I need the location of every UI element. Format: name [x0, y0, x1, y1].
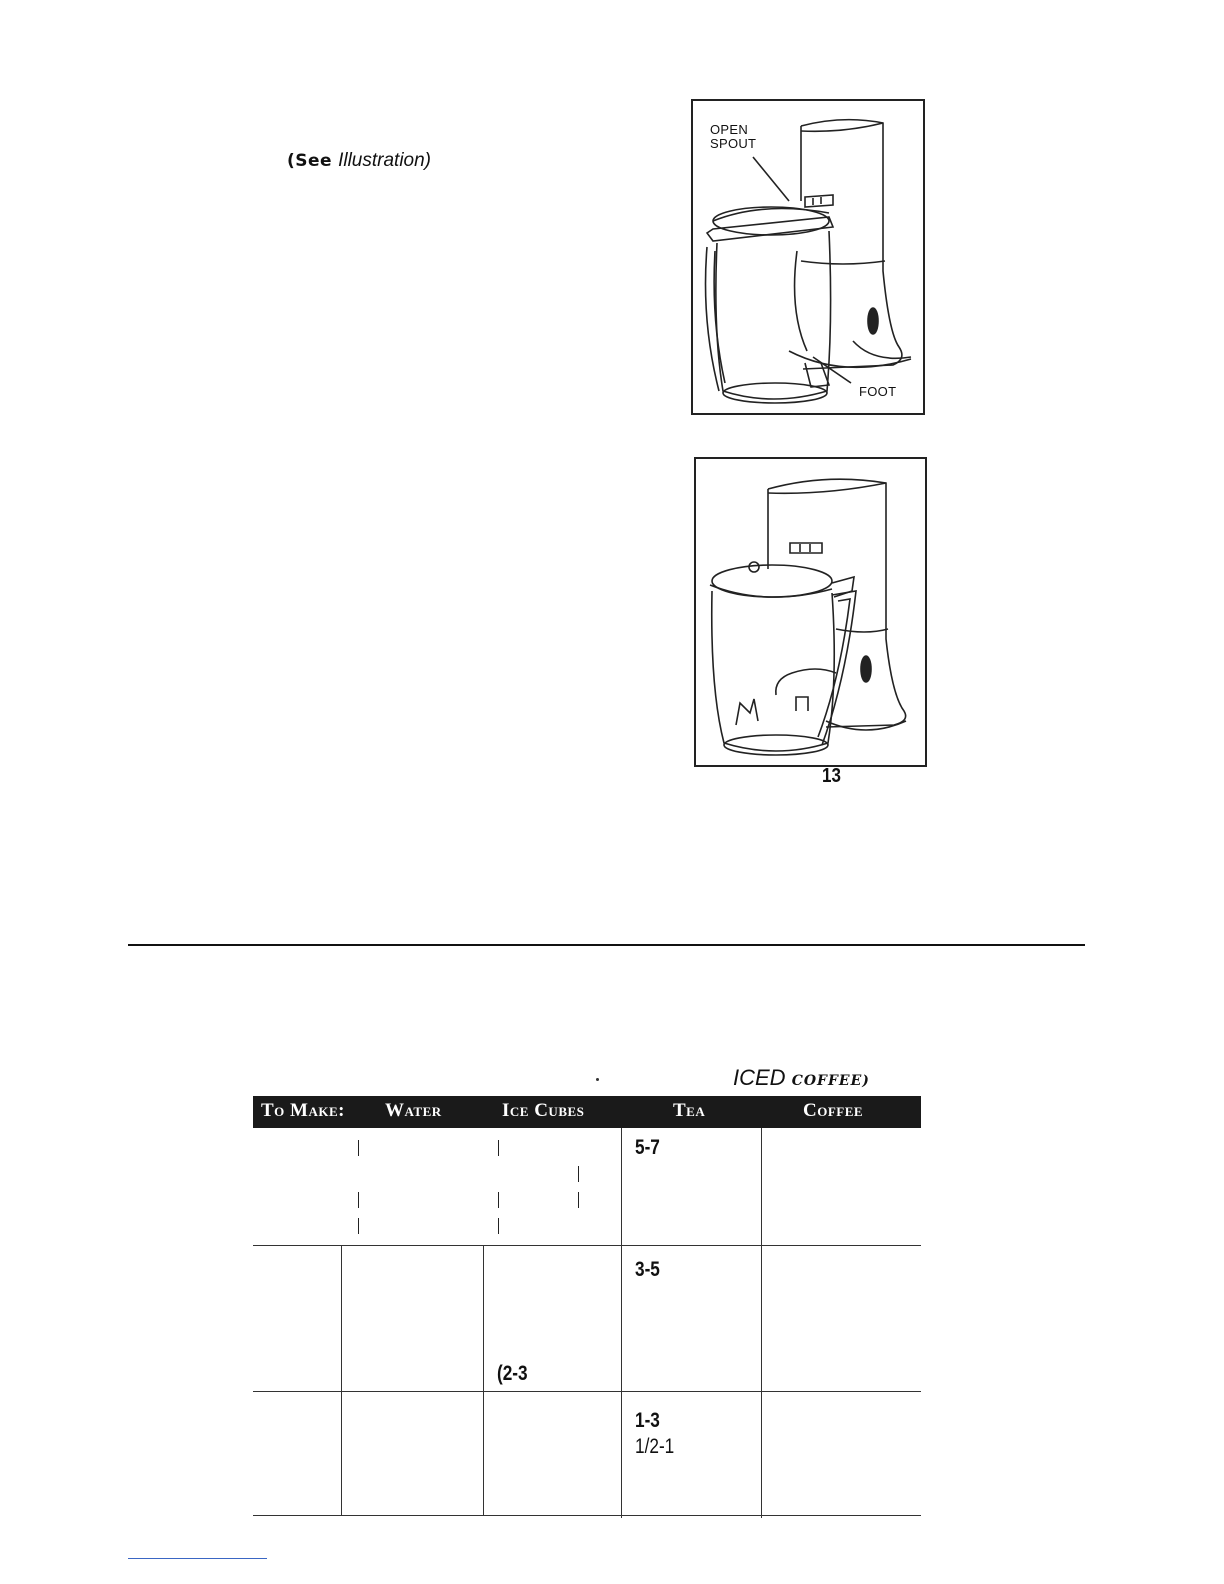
table-header	[253, 1096, 921, 1128]
foot-label: FOOT	[859, 384, 897, 399]
row3-tea-line2: 1/2-1	[635, 1435, 675, 1458]
table-row-divider	[253, 1515, 921, 1516]
caption-coffee: COFFEE)	[791, 1073, 870, 1089]
footnote-rule	[128, 1558, 267, 1559]
open-label-line1: OPEN	[710, 122, 749, 137]
table-caption	[733, 1065, 870, 1091]
iced-tea-maker-illustration-2	[696, 459, 925, 765]
caption-iced: ICED	[733, 1065, 786, 1090]
illustration-ref: Illustration)	[338, 150, 431, 171]
page-number: 13	[822, 765, 841, 787]
table-tick	[358, 1140, 359, 1156]
table-column-divider	[483, 1245, 484, 1515]
table-tick	[498, 1140, 499, 1156]
table-tick	[498, 1192, 499, 1208]
table-tick	[578, 1166, 579, 1182]
stray-dot	[596, 1078, 599, 1081]
see-illustration-note	[287, 150, 431, 172]
header-ice-cubes: Ice Cubes	[502, 1100, 585, 1121]
row2-tea: 3-5	[635, 1258, 660, 1281]
figure-pitcher-closed	[694, 457, 927, 767]
table-tick	[578, 1192, 579, 1208]
header-coffee: Coffee	[803, 1100, 864, 1121]
row1-tea: 5-7	[635, 1136, 660, 1159]
header-water: Water	[385, 1100, 442, 1121]
table-row-divider	[253, 1391, 921, 1392]
table-column-divider	[341, 1245, 342, 1515]
table-row-divider	[253, 1245, 921, 1246]
see-prefix: (See	[287, 151, 333, 171]
row2-ice-cubes: (2-3	[497, 1362, 528, 1385]
table-tick	[498, 1218, 499, 1234]
table-tick	[358, 1218, 359, 1234]
figure-open-spout	[691, 99, 925, 415]
section-divider	[128, 944, 1085, 946]
table-column-divider	[761, 1128, 762, 1518]
table-tick	[358, 1192, 359, 1208]
table-column-divider	[621, 1128, 622, 1518]
header-tea: Tea	[673, 1100, 706, 1121]
open-spout-label	[710, 123, 756, 151]
row3-tea: 1-3	[635, 1409, 660, 1432]
header-to-make: To Make:	[261, 1100, 345, 1121]
spout-label-line2: SPOUT	[710, 136, 757, 151]
